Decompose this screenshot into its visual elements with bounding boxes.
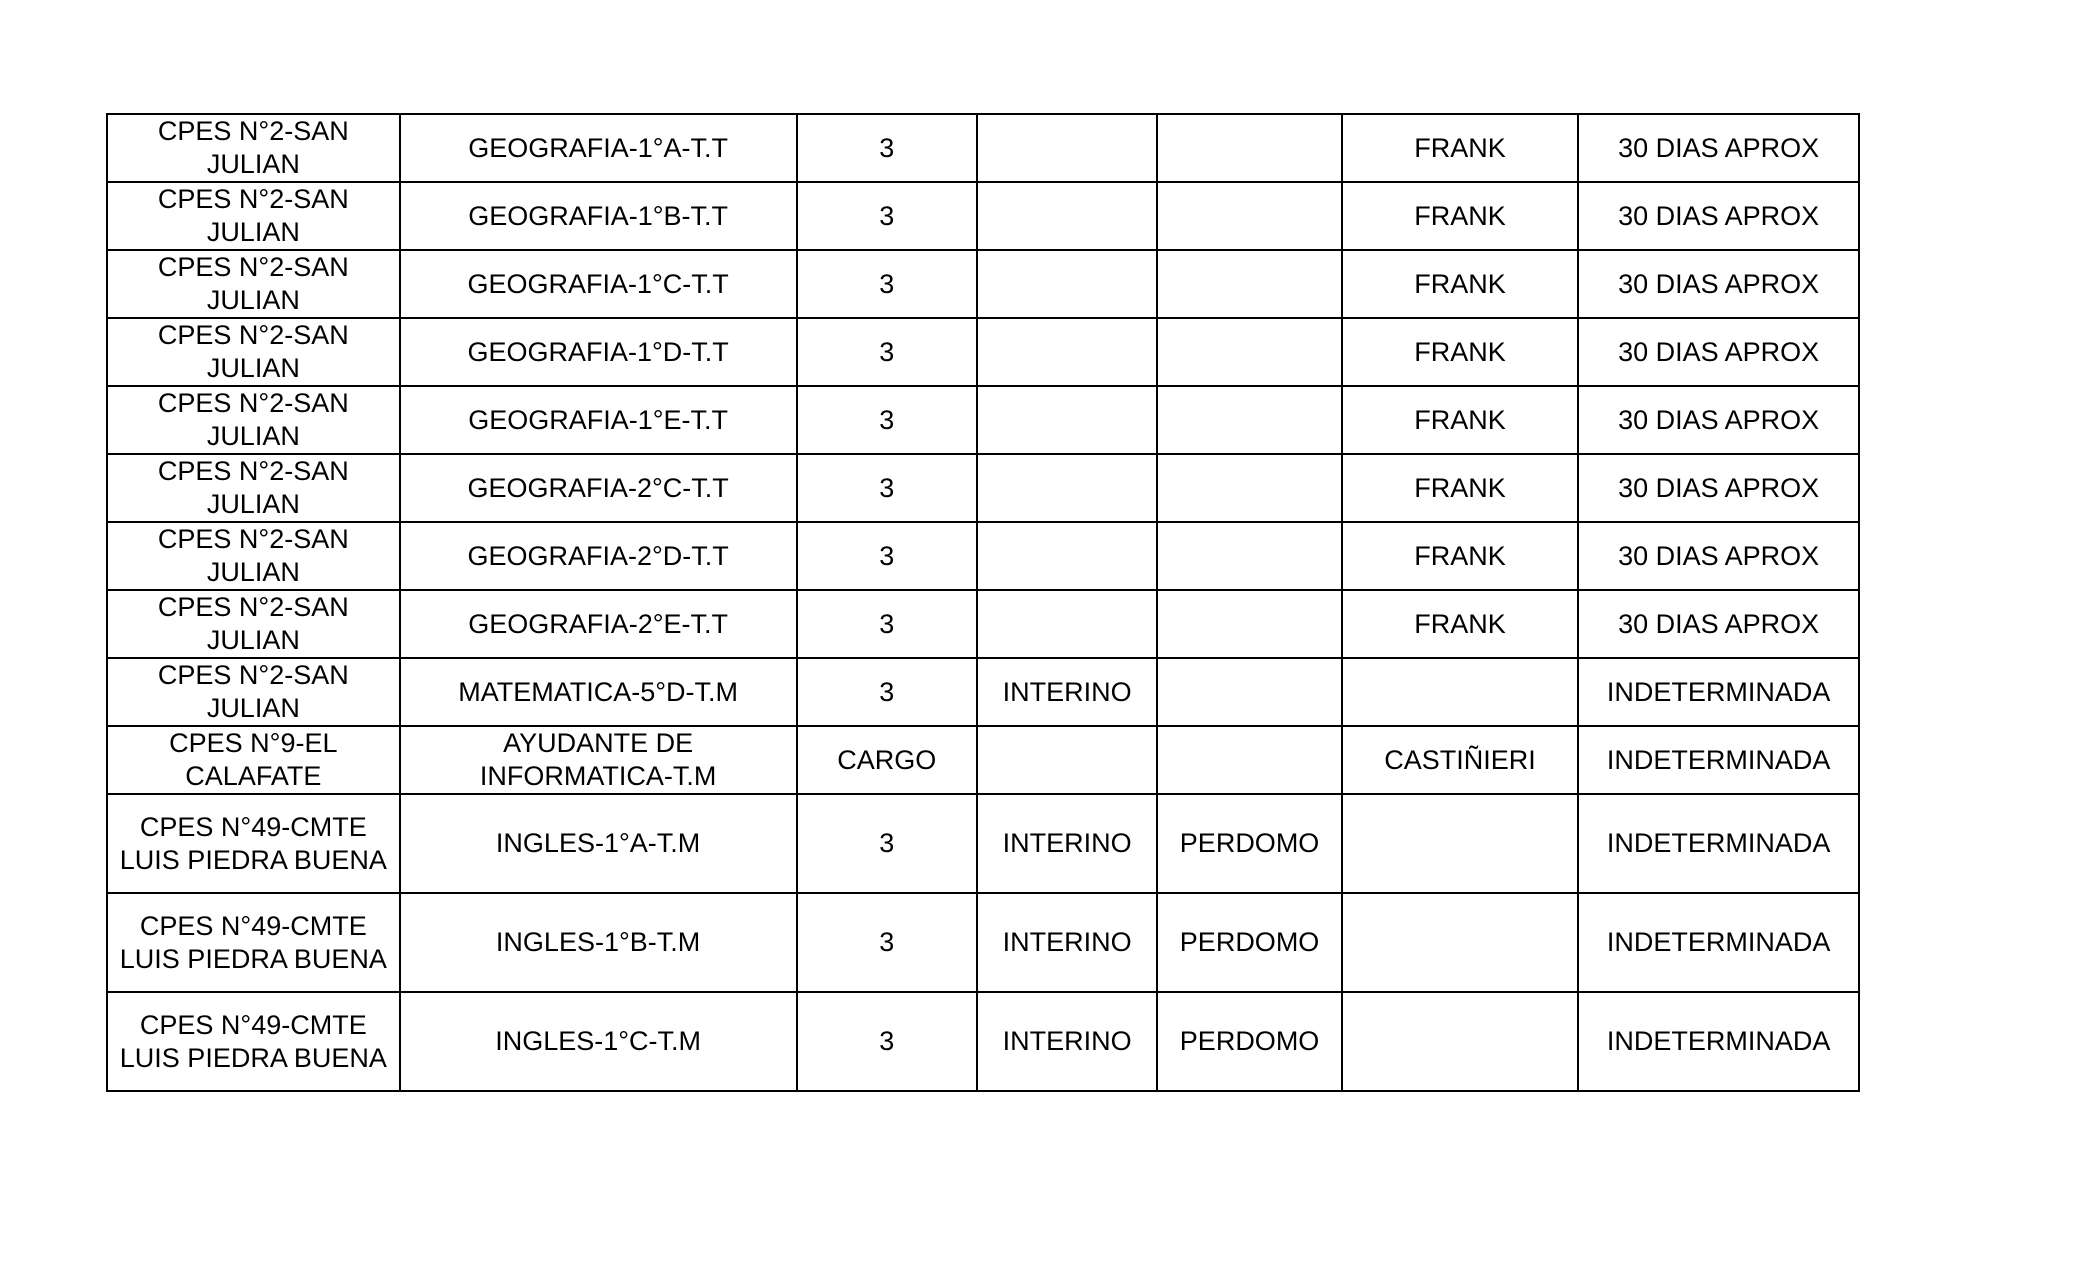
subject-cell: GEOGRAFIA-2°D-T.T (400, 522, 797, 590)
hours-cell: 3 (797, 386, 977, 454)
subject-cell: GEOGRAFIA-1°E-T.T (400, 386, 797, 454)
school-cell: CPES N°9-EL CALAFATE (107, 726, 400, 794)
hours-cell: 3 (797, 658, 977, 726)
status-cell: INTERINO (977, 992, 1157, 1091)
school-cell: CPES N°2-SAN JULIAN (107, 386, 400, 454)
table-row (107, 726, 1859, 794)
table-row (107, 522, 1859, 590)
subject-cell: GEOGRAFIA-1°A-T.T (400, 114, 797, 182)
status-cell (977, 114, 1157, 182)
teacher-cell: FRANK (1342, 454, 1579, 522)
status-cell (977, 182, 1157, 250)
status-cell: INTERINO (977, 794, 1157, 893)
duration-cell: 30 DIAS APROX (1578, 318, 1859, 386)
table-row (107, 114, 1859, 182)
table-row (107, 250, 1859, 318)
duration-cell: 30 DIAS APROX (1578, 454, 1859, 522)
holder-cell (1157, 590, 1341, 658)
holder-cell (1157, 318, 1341, 386)
vacancy-table (106, 113, 1860, 1092)
hours-cell: 3 (797, 522, 977, 590)
subject-cell: GEOGRAFIA-2°C-T.T (400, 454, 797, 522)
subject-cell: GEOGRAFIA-1°C-T.T (400, 250, 797, 318)
subject-cell: INGLES-1°A-T.M (400, 794, 797, 893)
subject-cell: INGLES-1°B-T.M (400, 893, 797, 992)
holder-cell (1157, 726, 1341, 794)
duration-cell: 30 DIAS APROX (1578, 590, 1859, 658)
school-cell: CPES N°2-SAN JULIAN (107, 318, 400, 386)
school-cell: CPES N°49-CMTE LUIS PIEDRA BUENA (107, 992, 400, 1091)
hours-cell: 3 (797, 182, 977, 250)
holder-cell: PERDOMO (1157, 992, 1341, 1091)
subject-cell: GEOGRAFIA-1°D-T.T (400, 318, 797, 386)
teacher-cell (1342, 992, 1579, 1091)
table-row (107, 794, 1859, 893)
duration-cell: 30 DIAS APROX (1578, 182, 1859, 250)
status-cell (977, 318, 1157, 386)
table-row (107, 658, 1859, 726)
holder-cell (1157, 454, 1341, 522)
table-body (107, 114, 1859, 1091)
duration-cell: 30 DIAS APROX (1578, 250, 1859, 318)
school-cell: CPES N°2-SAN JULIAN (107, 114, 400, 182)
teacher-cell: FRANK (1342, 590, 1579, 658)
school-cell: CPES N°49-CMTE LUIS PIEDRA BUENA (107, 893, 400, 992)
subject-cell: GEOGRAFIA-2°E-T.T (400, 590, 797, 658)
school-cell: CPES N°2-SAN JULIAN (107, 250, 400, 318)
hours-cell: 3 (797, 318, 977, 386)
duration-cell: 30 DIAS APROX (1578, 114, 1859, 182)
hours-cell: CARGO (797, 726, 977, 794)
status-cell (977, 726, 1157, 794)
table-row (107, 590, 1859, 658)
hours-cell: 3 (797, 114, 977, 182)
holder-cell (1157, 658, 1341, 726)
duration-cell: 30 DIAS APROX (1578, 522, 1859, 590)
subject-cell: MATEMATICA-5°D-T.M (400, 658, 797, 726)
holder-cell: PERDOMO (1157, 893, 1341, 992)
school-cell: CPES N°49-CMTE LUIS PIEDRA BUENA (107, 794, 400, 893)
status-cell (977, 386, 1157, 454)
table-row (107, 182, 1859, 250)
duration-cell: INDETERMINADA (1578, 794, 1859, 893)
holder-cell (1157, 250, 1341, 318)
duration-cell: INDETERMINADA (1578, 658, 1859, 726)
subject-cell: AYUDANTE DE INFORMATICA-T.M (400, 726, 797, 794)
teacher-cell: FRANK (1342, 522, 1579, 590)
holder-cell (1157, 182, 1341, 250)
table-row (107, 386, 1859, 454)
school-cell: CPES N°2-SAN JULIAN (107, 182, 400, 250)
teacher-cell: FRANK (1342, 182, 1579, 250)
subject-cell: GEOGRAFIA-1°B-T.T (400, 182, 797, 250)
status-cell (977, 250, 1157, 318)
hours-cell: 3 (797, 794, 977, 893)
hours-cell: 3 (797, 590, 977, 658)
teacher-cell: FRANK (1342, 114, 1579, 182)
teacher-cell (1342, 658, 1579, 726)
hours-cell: 3 (797, 454, 977, 522)
teacher-cell: FRANK (1342, 250, 1579, 318)
teacher-cell: FRANK (1342, 318, 1579, 386)
status-cell (977, 590, 1157, 658)
hours-cell: 3 (797, 992, 977, 1091)
duration-cell: 30 DIAS APROX (1578, 386, 1859, 454)
school-cell: CPES N°2-SAN JULIAN (107, 454, 400, 522)
holder-cell (1157, 386, 1341, 454)
duration-cell: INDETERMINADA (1578, 992, 1859, 1091)
holder-cell: PERDOMO (1157, 794, 1341, 893)
teacher-cell: CASTIÑIERI (1342, 726, 1579, 794)
status-cell (977, 522, 1157, 590)
status-cell: INTERINO (977, 893, 1157, 992)
teacher-cell (1342, 794, 1579, 893)
table-row (107, 454, 1859, 522)
holder-cell (1157, 522, 1341, 590)
table-row (107, 992, 1859, 1091)
school-cell: CPES N°2-SAN JULIAN (107, 658, 400, 726)
hours-cell: 3 (797, 893, 977, 992)
school-cell: CPES N°2-SAN JULIAN (107, 590, 400, 658)
teacher-cell (1342, 893, 1579, 992)
status-cell (977, 454, 1157, 522)
status-cell: INTERINO (977, 658, 1157, 726)
table-row (107, 893, 1859, 992)
duration-cell: INDETERMINADA (1578, 726, 1859, 794)
duration-cell: INDETERMINADA (1578, 893, 1859, 992)
hours-cell: 3 (797, 250, 977, 318)
school-cell: CPES N°2-SAN JULIAN (107, 522, 400, 590)
table-row (107, 318, 1859, 386)
subject-cell: INGLES-1°C-T.M (400, 992, 797, 1091)
teacher-cell: FRANK (1342, 386, 1579, 454)
holder-cell (1157, 114, 1341, 182)
